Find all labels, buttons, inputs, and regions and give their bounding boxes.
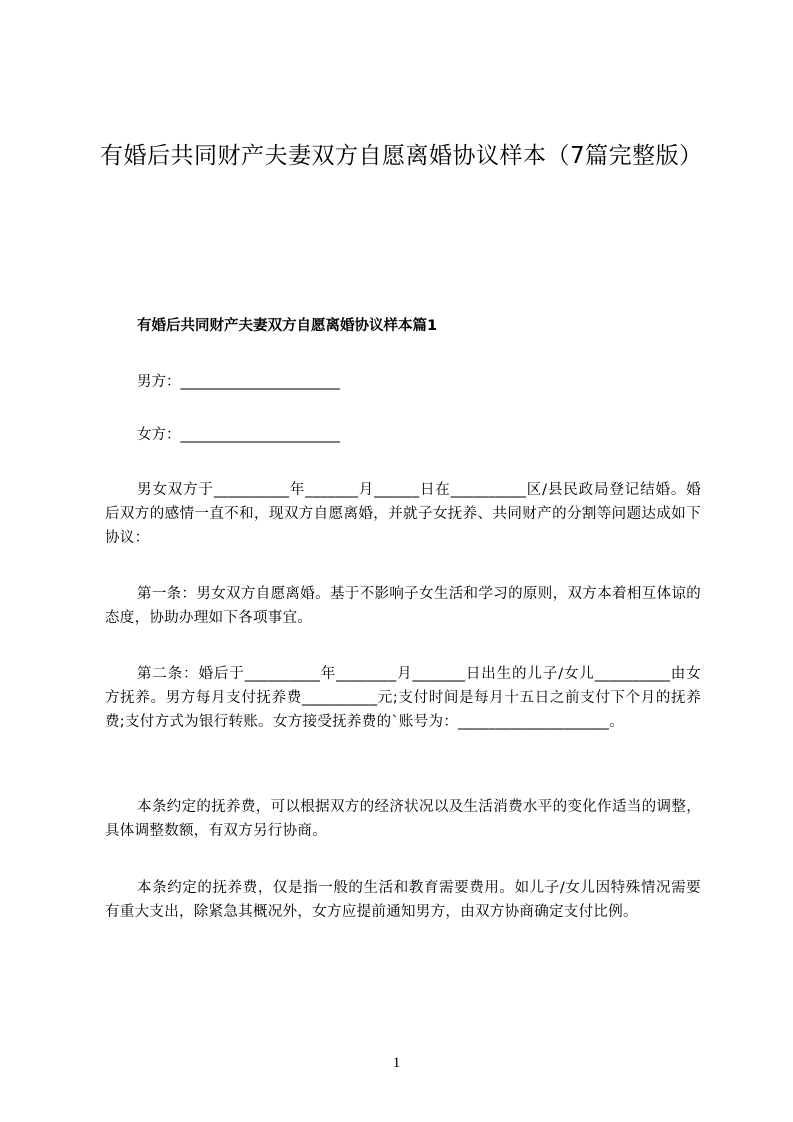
section-heading: 有婚后共同财产夫妻双方自愿离婚协议样本篇1 bbox=[137, 318, 438, 334]
paragraph-registration: 男女双方于__________年_______月______日在__________区/县民政局登记结婚。婚后双方的感情一直不和，现双方自愿离婚，并就子女抚养、共同财产的分割等问题达成如下协议： bbox=[105, 482, 701, 546]
paragraph-article-2: 第二条：婚后于__________年________月_______日出生的儿子/女儿__________由女方抚养。男方每月支付抚养费__________元;支付时间是每月十五日之前支付下个月的抚养费;支付方式为银行转账。女方接受抚养费的`账号为：____________________。 bbox=[105, 666, 701, 730]
paragraph-alimony-adjustment: 本条约定的抚养费，可以根据双方的经济状况以及生活消费水平的变化作适当的调整，具体调整数额，有双方另行协商。 bbox=[105, 799, 701, 839]
paragraph-article-1: 第一条：男女双方自愿离婚。基于不影响子女生活和学习的原则，双方本着相互体谅的态度，协助办理如下各项事宜。 bbox=[105, 586, 701, 626]
paragraph-alimony-scope: 本条约定的抚养费，仅是指一般的生活和教育需要费用。如儿子/女儿因特殊情况需要有重大支出，除紧急其概况外，女方应提前通知男方，由双方协商确定支付比例。 bbox=[105, 880, 701, 920]
female-party-field: 女方：______________________ bbox=[137, 427, 340, 443]
page-number: 1 bbox=[392, 1055, 401, 1071]
male-party-field: 男方：______________________ bbox=[137, 374, 340, 390]
document-title: 有婚后共同财产夫妻双方自愿离婚协议样本（7篇完整版） bbox=[100, 143, 703, 169]
